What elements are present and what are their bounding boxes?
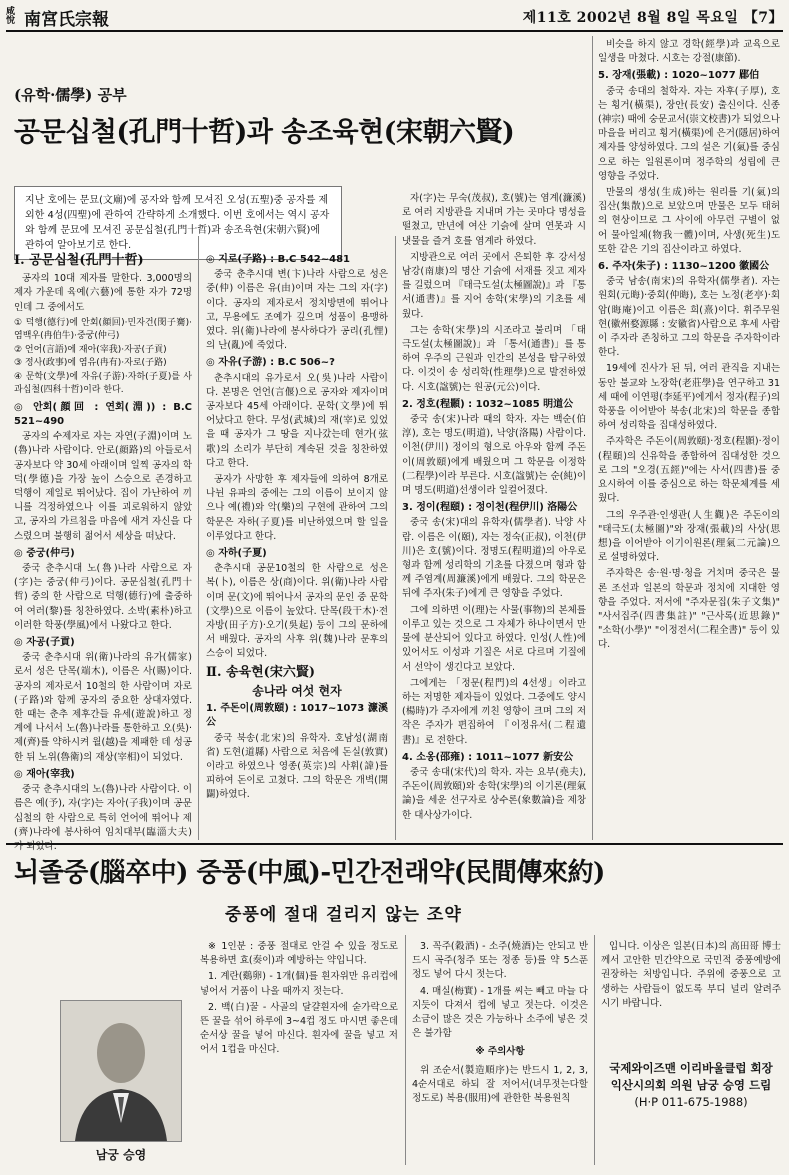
paragraph: 19세에 진사가 된 뒤, 여러 관직을 지내는 동안 불교와 노장학(老莊學)을 연구하고 31세 때에 이연평(李延平)에게서 정자(程子)의 학풍을 이어받아 북송(北宋)의 학문을 종합하여 성리학을 집대성하였다. [598,363,780,432]
section1-title: Ⅰ. 공문십철(孔門十哲) [14,253,144,268]
paragraph: 중국 춘추시대 변(卞)나라 사람으로 성은 중(仲) 이름은 유(由)이며 자는 그의 자(字)이다. 공자의 제자로서 정치방면에 뛰어나고, 무용에도 조예가 깊으며 성품이 용맹하였다. 위(衛)나라에 봉사하다가 공리(孔悝)의 난(亂)에 죽었다. [206,269,388,352]
paragraph: 그의 우주관·인생관(人生觀)은 주돈이의 "태극도(太極圖)"와 장재(張載)의 사상(思想)을 이어받아 이기이원론(理氣二元論)으로 설명하였다. [598,509,780,564]
masthead-seal: 咸悅 [6,7,16,26]
paragraph: 그에게는 「정문(程門)의 4선생」이라고 하는 저명한 제자들이 있었다. 그중에도 양시(楊時)가 주자에게 끼친 영향이 크며 그의 저작은 주자가 편집하여 『이정유서(二程遺書)』로 전한다. [402,677,586,746]
caution-heading: ※ 주의사항 [475,1046,525,1058]
paragraph: 4. 매실(梅實) - 1개를 씨는 빼고 마늘 다지듯이 다져서 컵에 넣고 젓는다. 이것은 소금이 많은 것은 가능하나 소주에 넣은 것은 불가함 [412,985,588,1040]
subhead-anhoe: ◎ 안회(顔回 : 연회(淵)) : B.C 521~490 [14,401,192,428]
article2-subhead: 중풍에 절대 걸리지 않는 조약 [225,905,462,925]
paragraph: 그에 의하면 이(理)는 사물(事物)의 본체를 이루고 있는 것으로 그 자체가 하나이면서 만물에 분산되어 있다고 하였다. 인성(人性)에 있어서도 이성과 기질은 서로 다르며 기질에서 선악이 생긴다고 보았다. [402,604,586,673]
article1-headline: 공문십철(孔門十哲)과 송조육현(宋朝六賢) [14,117,515,148]
paragraph: 위 조순서(製造順序)는 반드시 1, 2, 3, 4순서대로 하되 잘 저어서(녀무젓는다할 정도로) 복용(服用)에 관한한 복용원칙 [412,1064,588,1105]
masthead [6,4,783,32]
paragraph: 주자학은 송·원·명·청을 거치며 중국은 물론 조선과 일본의 학문과 정치에 지대한 영향을 주었다. 저서에 "주자문집(朱子文集)" "사서집주(四書集註)" "근사록(近思錄)" "소학(小學)" "이정전서(二程全書)" 등이 있다. [598,568,780,651]
subhead-jaro: ◎ 지로(子路) : B.C 542~481 [206,254,350,265]
section2-subtitle: 송나라 여섯 현자 [252,683,342,698]
article2-column-3 [601,940,781,1055]
paragraph: 중국 북송(北宋)의 유학자. 호남성(湖南省) 도현(道縣) 사람으로 처음에 돈실(敦實)이라고 하였으나 영종(英宗)의 사휘(諱)를 피하여 돈이로 고쳤다. 그의 학문은 개벽(開闢)하였다. [206,732,388,801]
column-rule [198,236,199,840]
paragraph: ※ 1인분 : 중풍 절대로 안걸 수 있을 정도로 복용하면 효(奏이)과 예방하는 약입니다. [200,941,398,967]
paragraph: 입니다. 이상은 일본(日本)의 高田哥 博士께서 고안한 민간약으로 국민적 중풍예방에 권장하는 처방입니다. 주위에 중풍으로 고생하는 사람들이 없도록 부디 널리 알려주시기 바랍니다. [601,941,781,1009]
article2-column-2 [412,940,588,1165]
portrait-image [61,1001,181,1141]
subhead-jeongho: 2. 정호(程顥) : 1032~1085 明道公 [402,398,574,410]
article1-column-1 [14,250,192,852]
paragraph: 중국 춘추시대의 노(魯)나라 사람이다. 이름은 예(予), 자(字)는 자아(子我)이며 공문십철의 한 사람으로 특히 언어에 뛰어나 제(齊)나라에 봉사하여 임치대부(臨淄大夫)가 되었다. [14,784,192,852]
paper-name: 南宮氏宗報 [24,9,109,30]
article1-column-3 [402,192,586,840]
article1-column-4 [598,38,780,840]
subhead-juja: 6. 주자(朱子) : 1130~1200 徽國公 [598,261,770,273]
article-separator [6,843,783,845]
article2-headline: 뇌졸중(腦卒中) 중풍(中風)-민간전래약(民間傳來約) [14,858,605,888]
list-item: ② 언어(言語)에 재아(宰我)·자공(子貢) [14,344,167,355]
subhead-sowong: 4. 소옹(邵雍) : 1011~1077 新安公 [402,751,574,763]
issue-line: 제11호 2002년 8월 8일 목요일 【7】 [522,10,783,26]
paragraph: 중국 춘추시대 노(魯)나라 사람으로 자(字)는 중궁(仲弓)이다. 공문십철(孔門十哲) 중의 한 사람으로 덕행(德行)에 출중하여 여러(黎)를 칭찬하였다. 소박(素朴)하고 이러한 학풍(學風)에서 나왔다고 한다. [14,563,192,631]
column-rule [395,236,396,840]
paragraph: 주자학은 주돈이(周敦頤)·정호(程顥)·정이(程頤)의 신유학을 종합하여 집대성한 것으로 그의 "오경(五經)"에는 사서(四書)를 중요시하여 이를 중심으로 하는 학문체계를 세웠다. [598,436,780,505]
signature-line-1: 국제와이즈맨 이리바울클럽 회장 [609,1061,773,1075]
paragraph: 자(字)는 무숙(茂叔), 호(號)는 염계(濂溪)로 여러 지방관을 지내며 가는 곳마다 명성을 떨쳤고, 만년에 여산 기슭에 살며 연못과 시냇물을 즐겨 호를 염계라 하였다. [402,193,586,247]
article2-column-1 [200,940,398,1165]
column-rule [594,935,595,1165]
subhead-jaa: ◎ 재아(宰我) [14,768,75,780]
paragraph: 지방관으로 여러 곳에서 은퇴한 후 강서성 남강(南康)의 명산 기슭에 서재를 짓고 제자를 길렀으며 『태극도설(太極圖說)』과 『통서(通書)』를 지어 송학(宋學)의 기초를 세웠다. [402,251,586,320]
subhead-jayu: ◎ 자유(子游) : B.C 506~? [206,357,335,369]
list-item: ① 덕행(德行)에 안회(顔回)·민자건(閔子騫)·염백우(冉伯牛)·중궁(仲弓) [14,317,192,342]
paragraph: 춘추시대의 유가로서 오(吳)나라 사람이다. 본명은 언언(言偃)으로 공자와 제자이며 공자보다 45세 아래이다. 문학(文學)에 뛰어났다고 한다. 무성(武城)의 재(宰)로 있었을 때 공자가 그 땅을 지나갔는데 현가(弦歌)의 소리가 부단히 계속된 것을 칭찬하였다고 한다. [206,372,388,469]
list-item: ④ 문학(文學)에 자유(子游)·자하(子夏)를 사과십철(四科十哲)이라 한다. [14,371,192,396]
subhead-jeongi: 3. 정이(程頤) : 정이천(程伊川) 洛陽公 [402,502,578,514]
paragraph: 중국 춘추시대 위(衛)나라의 유가(儒家)로서 성은 단목(端木), 이름은 사(賜)이다. 공자의 제자로서 10철의 한 사람이며 자로(子路)와 함께 공자의 중요한 상대자였다. 한 때는 춘추 제후간들 유세(遊說)하고 정계에 나서서 노(魯)나라를 통한하고 오(吳)·제(齊)를 약하시켜 월(越)을 제패한 데 성공한 뒤 노위(魯衛)의 재상(宰相)이 되었다. [14,652,192,763]
paragraph: 그는 송학(宋學)의 시조라고 불리며 「태극도설(太極圖說)」과 「통서(通書)」를 통하여 우주의 근원과 인간의 본성을 탐구하였다. 이것이 송 성리학(性理學)으로 발전하였다. 시호(諡號)는 원공(元公)이다. [402,324,586,393]
subhead-jangjae: 5. 장재(張載) : 1020~1077 郿伯 [598,70,760,82]
signature-block [601,1060,781,1111]
paragraph: 공자가 사망한 후 제자들에 의하여 8개로 나뉜 유파의 중에는 그의 이름이 보이지 않으나 예(禮)와 악(樂)의 구현에 관하여 그의 학문은 자하(子夏)를 비난하였으며 할 일을 이루었다고 한다. [206,474,388,542]
paragraph: 중국 송(宋)나라 때의 학자. 자는 백순(伯淳), 호는 명도(明道), 낙양(洛陽) 사람이다. 이천(伊川) 정이의 형으로 아우와 함께 주돈이(周敦頤)에게 배웠으며 그 학문을 이정학(二程學)이라 부른다. 시호(諡號)는 순(純)이며 명도(明道)선생이라 일컬어졌다. [402,414,586,497]
paragraph: 공자의 수제자로 자는 자연(子淵)이며 노(魯)나라 사람이다. 안로(顔路)의 아들로서 공자보다 약 30세 아래이며 일찍 공자의 학덕(學德)을 가장 높이 스승으로 존경하고 덕행이 제일로 뛰어났다. 집이 가난하여 끼니를 걱정하였으나 이를 괴로워하지 않았고, 공자의 가르침을 마음에 새겨 자신을 다스렸으며 불행히 젊어서 세상을 떠났다. [14,431,192,542]
photo-caption: 남궁 승영 [95,1148,147,1162]
subhead-junggung: ◎ 중궁(仲弓) [14,547,75,559]
paragraph: 만물의 생성(生成)하는 원리를 기(氣)의 집산(集散)으로 보았으며 만물은 모두 태허의 현상이므로 그 사이에 아무런 구별이 없어 물아일체(物我一體)이며, 사생(死生)도 또한 같은 기의 집산이라고 하였다. [598,187,780,255]
author-photo [60,1000,182,1142]
paragraph: 중국 송대(宋代)의 학자. 자는 요부(堯夫), 주돈이(周敦頤)와 송학(宋學)의 이기론(理氣論)을 세운 선구자로 상수론(象數論)을 제창한 대사상가이다. [402,766,586,821]
signature-line-2: 익산시의회 의원 남궁 승영 드림 [610,1078,772,1092]
paragraph: 2. 백(白)꿀 - 사골의 달걀흰자에 숟가락으로 뜬 꿀을 섞어 하루에 3~4컵 정도 마시면 좋은데 순서상 꿀을 넣어 마신다. 흰자에 꿀을 넣고 저어서 1컵을 마신다. [200,1001,398,1056]
subhead-jagong: ◎ 자공(子貢) [14,637,75,649]
paragraph: 비슷을 하지 않고 경학(經學)과 교육으로 일생을 마쳤다. 시호는 강절(康節). [598,39,780,65]
paragraph: 중국 송(宋)대의 유학자(儒學者). 낙양 사람. 이름은 이(頤), 자는 정숙(正叔), 이천(伊川)은 호(號)이다. 정명도(程明道)의 아우로 형과 함께 성리학의 기초를 다졌으며 형과 함께 주염계(周濂溪)에게 배웠다. 그의 학문은 뒤에 주자(朱子)에게 큰 영향을 주었다. [402,517,586,600]
col1-intro: 공자의 10대 제자를 말한다. 3,000명의 제자 가운데 육예(六藝)에 통한 자가 72명인데 그 중에서도 [14,273,192,313]
subhead-judon: 1. 주돈이(周敦頤) : 1017~1073 濂溪公 [206,703,388,729]
signature-phone: (H·P 011-675-1988) [634,1095,748,1109]
paragraph: 중국 남송(南宋)의 유학자(儒學者). 자는 원회(元晦)·중회(仲晦), 호는 노정(老亭)·회암(晦庵)이고 이름은 희(熹)이다. 휘주무원현(徽州婺源縣 : 安徽省)사람으로 후세 사람이 주자라 존칭하고 그의 학문을 주자학이라 한다. [598,276,780,359]
four-categories-list [14,317,192,398]
subhead-jaha: ◎ 자하(子夏) [206,548,267,560]
column-rule [405,935,406,1165]
paragraph: 1. 계란(鷄卵) - 1개(個)를 흰자위만 유리컵에 넣어서 거품이 나올 때까지 젓는다. [200,971,398,997]
paragraph: 춘추시대 공문10철의 한 사람으로 성은 복(卜), 이름은 상(商)이다. 위(衛)나라 사람이며 문(文)에 뛰어나서 공자의 문인 중 문학(文學)으로 이름이 높았다. 단목(段干木)·전자방(田子方)·오기(吳起) 등이 그의 문하에서 배웠다. 공자의 사후 위(魏)나라 문후의 스승이 되었다. [206,563,388,660]
paragraph: 중국 송대의 철학자. 자는 자후(子厚), 호는 횡거(橫渠), 장안(長安) 출신이다. 신종(神宗) 때에 숭문교서(崇文校書)가 되었으나 마을을 버리고 횡거(橫渠)에 은거(隱居)하여 제자를 양성하였다. 그의 설은 기(氣)를 중심으로 하는 일원론이며 정주학의 성립에 큰 영향을 주었다. [598,85,780,182]
article1-column-2 [206,250,388,840]
article1-kicker: (유학·儒學) 공부 [14,86,127,104]
article1-lead: 지난 호에는 문묘(文廟)에 공자와 함께 모셔진 오성(五聖)중 공자를 제외한 4성(四聖)에 관하여 간략하게 소개했다. 이번 호에서는 역시 공자와 함께 문묘에 모셔진 공문십철(孔門十哲)과 송조육현(宋朝六賢)에 관하여 알아보기로 한다. [14,186,342,260]
section2-title: Ⅱ. 송육현(宋六賢) [206,664,315,680]
list-item: ③ 정사(政事)에 염유(冉有)·자로(子路) [14,358,167,369]
column-rule [592,36,593,840]
paragraph: 3. 꼭주(穀酒) - 소주(燒酒)는 안되고 반드시 곡주(청주 또는 정종 등)를 약 5스푼 정도 넣어 다시 젓는다. [412,941,588,981]
